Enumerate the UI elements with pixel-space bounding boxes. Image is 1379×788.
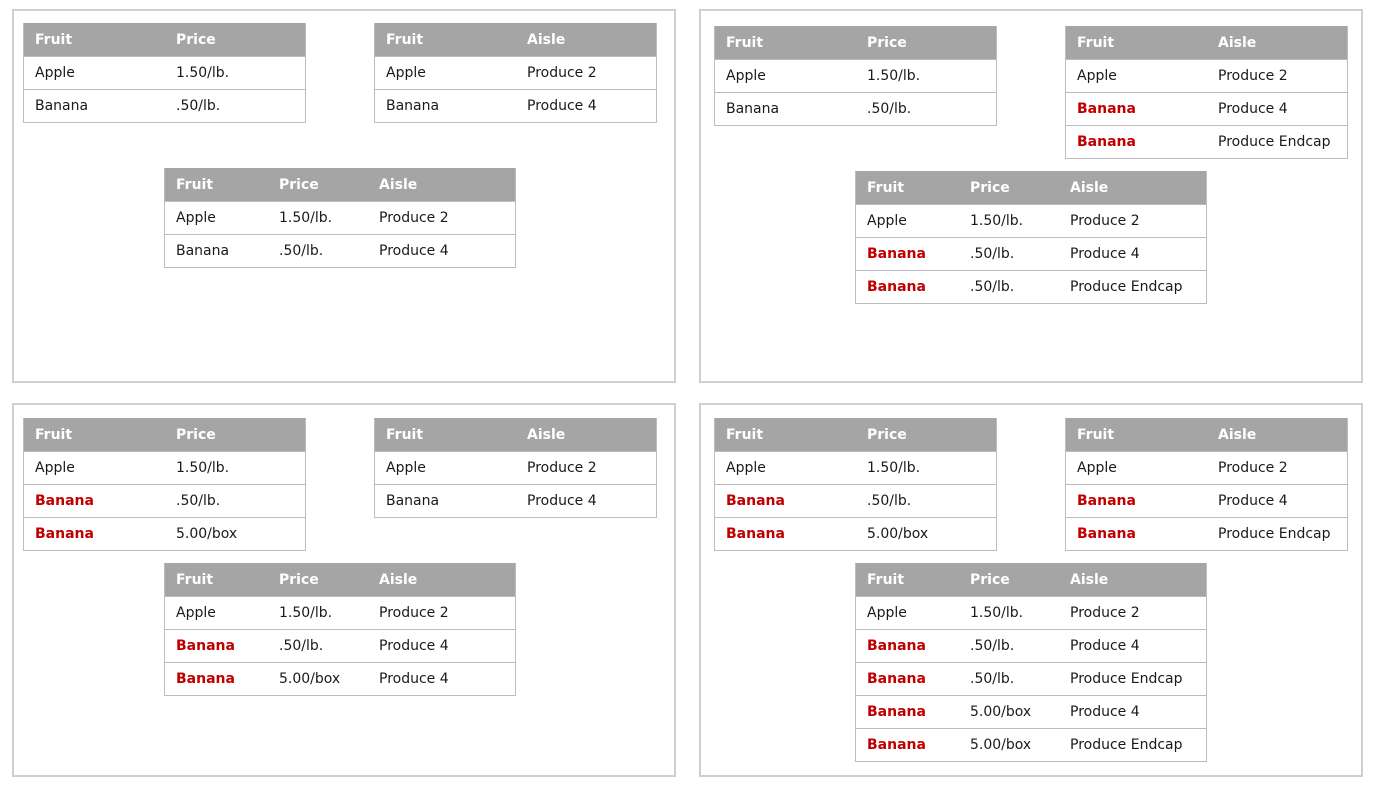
cell-aisle: Produce 4 — [379, 638, 449, 654]
cell-fruit: Apple — [386, 460, 426, 476]
table-row — [165, 596, 515, 629]
cell-fruit-highlighted: Banana — [176, 638, 235, 654]
header-aisle: Aisle — [527, 31, 566, 48]
aisle-table — [1065, 418, 1348, 551]
table-row — [1066, 517, 1347, 550]
cell-fruit-highlighted: Banana — [35, 526, 94, 542]
header-price: Price — [970, 179, 1010, 196]
cell-fruit-highlighted: Banana — [726, 493, 785, 509]
table-header-row — [856, 563, 1206, 596]
header-price: Price — [176, 426, 216, 443]
cell-fruit: Banana — [35, 98, 89, 114]
cell-aisle: Produce Endcap — [1070, 737, 1183, 753]
table-row — [1066, 59, 1347, 92]
table-row — [715, 484, 996, 517]
table-header-row — [24, 23, 305, 56]
price-table — [23, 418, 306, 551]
table-header-row — [165, 168, 515, 201]
header-fruit: Fruit — [35, 31, 73, 48]
aisle-table — [374, 23, 657, 123]
cell-fruit: Apple — [726, 68, 766, 84]
header-aisle: Aisle — [1218, 34, 1257, 51]
table-row — [165, 629, 515, 662]
cell-price: 1.50/lb. — [970, 605, 1024, 621]
cell-aisle: Produce Endcap — [1218, 526, 1331, 542]
table-row — [24, 451, 305, 484]
cell-price: .50/lb. — [176, 98, 221, 114]
cell-fruit-highlighted: Banana — [1077, 101, 1136, 117]
header-price: Price — [970, 571, 1010, 588]
cell-aisle: Produce 4 — [1070, 246, 1140, 262]
cell-aisle: Produce 4 — [527, 98, 597, 114]
cell-price: .50/lb. — [279, 638, 324, 654]
cell-fruit-highlighted: Banana — [867, 638, 926, 654]
aisle-table — [374, 418, 657, 518]
table-row — [715, 92, 996, 125]
table-header-row — [24, 418, 305, 451]
table-row — [856, 662, 1206, 695]
header-aisle: Aisle — [379, 176, 418, 193]
table-row — [715, 59, 996, 92]
cell-aisle: Produce Endcap — [1070, 279, 1183, 295]
cell-fruit-highlighted: Banana — [35, 493, 94, 509]
cell-price: .50/lb. — [970, 638, 1015, 654]
joined-table — [855, 563, 1207, 762]
header-fruit: Fruit — [867, 571, 905, 588]
cell-aisle: Produce 2 — [1218, 68, 1288, 84]
table-row — [856, 728, 1206, 761]
cell-fruit-highlighted: Banana — [1077, 526, 1136, 542]
cell-aisle: Produce 4 — [527, 493, 597, 509]
header-price: Price — [279, 571, 319, 588]
cell-aisle: Produce 2 — [379, 605, 449, 621]
table-header-row — [856, 171, 1206, 204]
price-table — [714, 418, 997, 551]
table-row — [24, 89, 305, 122]
header-price: Price — [867, 426, 907, 443]
table-header-row — [715, 26, 996, 59]
table-row — [375, 89, 656, 122]
cell-fruit: Apple — [386, 65, 426, 81]
table-row — [856, 270, 1206, 303]
header-fruit: Fruit — [176, 571, 214, 588]
cell-aisle: Produce 2 — [1218, 460, 1288, 476]
table-row — [375, 56, 656, 89]
table-row — [1066, 451, 1347, 484]
cell-fruit-highlighted: Banana — [726, 526, 785, 542]
cell-price: 5.00/box — [970, 737, 1032, 753]
cell-fruit-highlighted: Banana — [1077, 493, 1136, 509]
table-row — [375, 484, 656, 517]
table-header-row — [375, 418, 656, 451]
cell-aisle: Produce 2 — [527, 65, 597, 81]
joined-table — [164, 563, 516, 696]
cell-aisle: Produce 2 — [1070, 213, 1140, 229]
table-row — [165, 234, 515, 267]
table-row — [165, 662, 515, 695]
table-row — [24, 517, 305, 550]
table-header-row — [165, 563, 515, 596]
table-row — [715, 451, 996, 484]
table-row — [856, 629, 1206, 662]
price-table — [714, 26, 997, 126]
cell-fruit: Banana — [726, 101, 780, 117]
table-header-row — [375, 23, 656, 56]
cell-aisle: Produce 2 — [1070, 605, 1140, 621]
table-row — [856, 695, 1206, 728]
header-price: Price — [279, 176, 319, 193]
cell-fruit: Apple — [35, 65, 75, 81]
cell-fruit-highlighted: Banana — [867, 671, 926, 687]
cell-price: 1.50/lb. — [867, 460, 921, 476]
cell-fruit: Banana — [176, 243, 230, 259]
aisle-table — [1065, 26, 1348, 159]
cell-price: .50/lb. — [867, 493, 912, 509]
cell-fruit-highlighted: Banana — [867, 246, 926, 262]
header-fruit: Fruit — [1077, 426, 1115, 443]
cell-aisle: Produce 4 — [1218, 101, 1288, 117]
cell-price: 1.50/lb. — [279, 605, 333, 621]
cell-fruit: Apple — [35, 460, 75, 476]
header-price: Price — [867, 34, 907, 51]
table-row — [856, 237, 1206, 270]
cell-aisle: Produce 4 — [1070, 704, 1140, 720]
cell-fruit: Banana — [386, 98, 440, 114]
cell-price: .50/lb. — [970, 671, 1015, 687]
cell-fruit-highlighted: Banana — [867, 704, 926, 720]
cell-price: 1.50/lb. — [867, 68, 921, 84]
header-fruit: Fruit — [386, 426, 424, 443]
cell-aisle: Produce Endcap — [1218, 134, 1331, 150]
header-price: Price — [176, 31, 216, 48]
table-row — [1066, 125, 1347, 158]
header-fruit: Fruit — [1077, 34, 1115, 51]
cell-fruit: Apple — [176, 210, 216, 226]
header-aisle: Aisle — [1070, 179, 1109, 196]
cell-fruit: Apple — [1077, 68, 1117, 84]
cell-fruit-highlighted: Banana — [176, 671, 235, 687]
table-row — [715, 517, 996, 550]
cell-fruit-highlighted: Banana — [867, 279, 926, 295]
cell-price: 5.00/box — [279, 671, 341, 687]
header-aisle: Aisle — [527, 426, 566, 443]
cell-aisle: Produce Endcap — [1070, 671, 1183, 687]
cell-aisle: Produce 4 — [379, 243, 449, 259]
price-table — [23, 23, 306, 123]
header-fruit: Fruit — [726, 34, 764, 51]
cell-fruit: Apple — [176, 605, 216, 621]
cell-price: .50/lb. — [279, 243, 324, 259]
header-fruit: Fruit — [176, 176, 214, 193]
cell-fruit: Banana — [386, 493, 440, 509]
cell-price: 1.50/lb. — [970, 213, 1024, 229]
table-row — [165, 201, 515, 234]
cell-aisle: Produce 4 — [1070, 638, 1140, 654]
cell-price: .50/lb. — [867, 101, 912, 117]
table-row — [856, 204, 1206, 237]
header-aisle: Aisle — [379, 571, 418, 588]
cell-aisle: Produce 4 — [1218, 493, 1288, 509]
header-fruit: Fruit — [726, 426, 764, 443]
table-row — [856, 596, 1206, 629]
cell-price: 5.00/box — [970, 704, 1032, 720]
table-row — [375, 451, 656, 484]
table-header-row — [1066, 26, 1347, 59]
header-fruit: Fruit — [867, 179, 905, 196]
header-aisle: Aisle — [1218, 426, 1257, 443]
cell-price: .50/lb. — [970, 279, 1015, 295]
header-aisle: Aisle — [1070, 571, 1109, 588]
cell-fruit-highlighted: Banana — [867, 737, 926, 753]
cell-price: 5.00/box — [176, 526, 238, 542]
cell-fruit: Apple — [1077, 460, 1117, 476]
table-header-row — [715, 418, 996, 451]
cell-fruit: Apple — [867, 213, 907, 229]
cell-price: 1.50/lb. — [176, 460, 230, 476]
cell-aisle: Produce 2 — [527, 460, 597, 476]
cell-aisle: Produce 2 — [379, 210, 449, 226]
cell-fruit: Apple — [867, 605, 907, 621]
table-row — [24, 484, 305, 517]
table-row — [1066, 92, 1347, 125]
cell-price: 5.00/box — [867, 526, 929, 542]
header-fruit: Fruit — [386, 31, 424, 48]
cell-fruit: Apple — [726, 460, 766, 476]
joined-table — [164, 168, 516, 268]
cell-price: 1.50/lb. — [279, 210, 333, 226]
joined-table — [855, 171, 1207, 304]
table-row — [24, 56, 305, 89]
header-fruit: Fruit — [35, 426, 73, 443]
cell-aisle: Produce 4 — [379, 671, 449, 687]
cell-fruit-highlighted: Banana — [1077, 134, 1136, 150]
cell-price: .50/lb. — [176, 493, 221, 509]
cell-price: .50/lb. — [970, 246, 1015, 262]
table-header-row — [1066, 418, 1347, 451]
cell-price: 1.50/lb. — [176, 65, 230, 81]
table-row — [1066, 484, 1347, 517]
